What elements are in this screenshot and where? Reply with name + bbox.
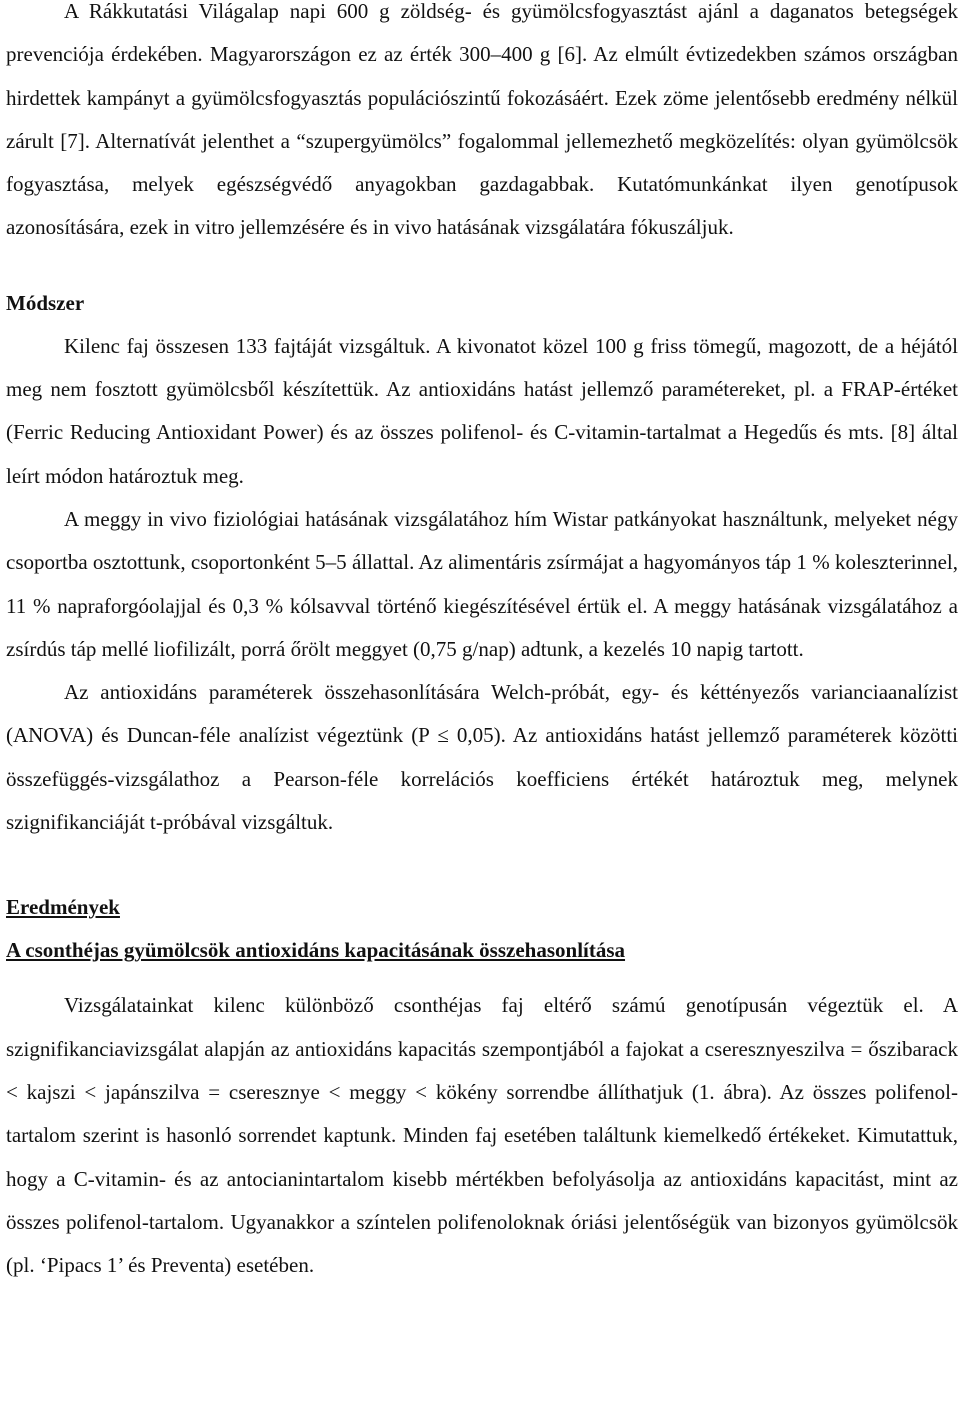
methods-paragraph-2: A meggy in vivo fiziológiai hatásának vizsgálatához hím Wistar patkányokat használtunk, melyeket négy csoportba osztottunk, csoportonként 5–5 állattal. Az alimentáris zsírmájat a hagyományos táp 1 % koleszterinnel, 11 % napraforgóolajjal és 0,3 % kólsavval történő kiegészítésével értük el. A meggy hatásának vizsgálatához a zsírdús táp mellé liofilizált, porrá őrölt meggyet (0,75 g/nap) adtunk, a kezelés 10 napig tartott.: [6, 506, 958, 661]
methods-paragraph-1: Kilenc faj összesen 133 fajtáját vizsgáltuk. A kivonatot közel 100 g friss tömegű, magozott, de a héjától meg nem fosztott gyümölcsből készítettük. Az antioxidáns hatást jellemző paramétereket, pl. a FRAP-értéket (Ferric Reducing Antioxidant Power) és az összes polifenol- és C-vitamin-tartalmat a Hegedűs és mts. [8] által leírt módon határoztuk meg.: [6, 333, 958, 488]
results-paragraph: Vizsgálatainkat kilenc különböző csonthéjas faj eltérő számú genotípusán végeztük el. A szignifikanciavizsgálat alapján az antioxidáns kapacitás szempontjából a fajokat a cseresznyeszilva = őszibarack < kajszi < japánszilva = cseresznye < meggy < kökény sorrendbe állíthatjuk (1. ábra). Az összes polifenol-tartalom szerint is hasonló sorrendet kaptunk. Minden faj esetében találtunk kiemelkedő értékeket. Kimutattuk, hogy a C-vitamin- és az antocianintartalom kisebb mértékben befolyásolja az antioxidáns kapacitást, mint az összes polifenol-tartalom. Ugyanakkor a színtelen polifenoloknak óriási jelentőségük van bizonyos gyümölcsök (pl. ‘Pipacs 1’ és Preventa) esetében.: [6, 993, 958, 1278]
methods-paragraph-3: Az antioxidáns paraméterek összehasonlítására Welch-próbát, egy- és kéttényezős varianciaanalízist (ANOVA) és Duncan-féle analízist végeztünk (P ≤ 0,05). Az antioxidáns hatást jellemző paraméterek közötti összefüggés-vizsgálathoz a Pearson-féle korrelációs koefficiens értékét határoztuk meg, melynek szignifikanciáját t-próbával vizsgáltuk.: [6, 680, 958, 835]
results-heading: Eredmények: [6, 895, 120, 920]
document-page: [6, 0, 958, 1287]
intro-paragraph: A Rákkutatási Világalap napi 600 g zöldség- és gyümölcsfogyasztást ajánl a daganatos betegségek prevenciója érdekében. Magyarországon ez az érték 300–400 g [6]. Az elmúlt évtizedekben számos országban hirdettek kampányt a gyümölcsfogyasztás populációszintű fokozásáért. Ezek zöme jelentősebb eredmény nélkül zárult [7]. Alternatívát jelenthet a “szupergyümölcs” fogalommal jellemezhető megközelítés: olyan gyümölcsök fogyasztása, melyek egészségvédő anyagokban gazdagabbak. Kutatómunkánkat ilyen genotípusok azonosítására, ezek in vitro jellemzésére és in vivo hatásának vizsgálatára fókuszáljuk.: [6, 0, 958, 240]
methods-heading: Módszer: [6, 290, 85, 315]
results-subheading: A csonthéjas gyümölcsök antioxidáns kapacitásának összehasonlítása: [6, 938, 626, 963]
